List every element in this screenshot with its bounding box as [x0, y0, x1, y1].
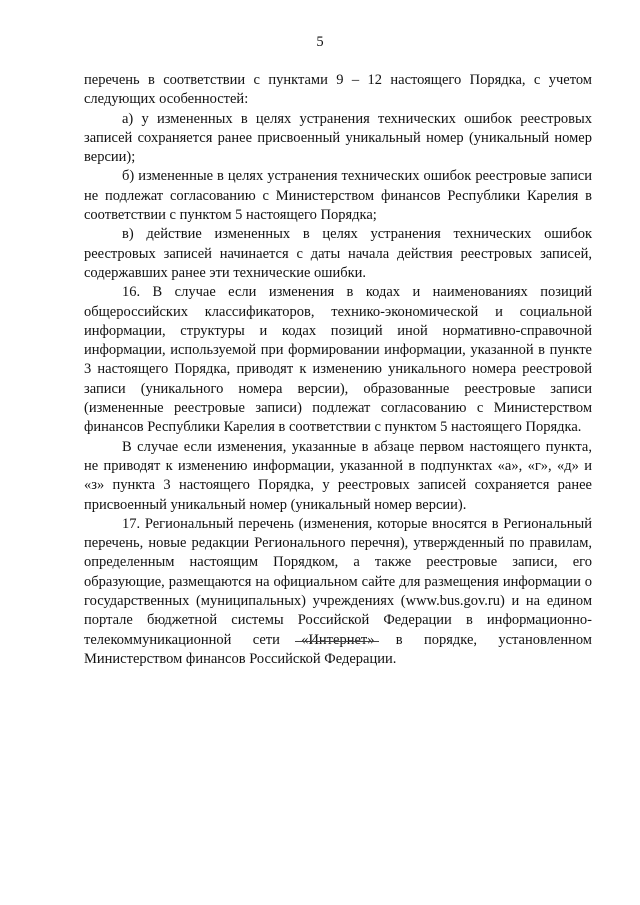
- paragraph-clause-17: 17. Региональный перечень (изменения, которые вносятся в Региональный перечень, новые редакции Регионального перечня), утвержденный по правилам, определенным настоящим Порядком, а также реестровые записи, его образующие, размещаются на официальном сайте для размещения информации о государственных (муниципальных) учреждениях (www.bus.gov.ru) и на едином портале бюджетной системы Российской Федерации в информационно-телекоммуникационной сети «Интернет» в порядке, установленном Министерством финансов Российской Федерации.: [84, 515, 592, 667]
- end-of-document-rule: [295, 641, 379, 642]
- document-body: [84, 71, 592, 669]
- paragraph-item-v: в) действие измененных в целях устранения технических ошибок реестровых записей начинается с даты начала действия реестровых записей, содержавших ранее эти технические ошибки.: [84, 226, 592, 281]
- paragraph-clause-16: 16. В случае если изменения в кодах и наименованиях позиций общероссийских классификаторов, технико-экономической и социальной информации, структуры и кодах позиций иной нормативно-справочной информации, используемой при формировании информации, указанной в пункте 3 настоящего Порядка, приводят к изменению уникального номера реестровой записи (уникального номера версии), образованные реестровые записи (измененные реестровые записи) подлежат согласованию с Министерством финансов Республики Карелия в соответствии с пунктом 5 настоящего Порядка.: [84, 284, 592, 436]
- paragraph-continuation: перечень в соответствии с пунктами 9 – 12 настоящего Порядка, с учетом следующих особенностей:: [84, 72, 592, 108]
- paragraph-item-b: б) измененные в целях устранения технических ошибок реестровые записи не подлежат согласованию с Министерством финансов Республики Карелия в соответствии с пунктом 5 настоящего Порядка;: [84, 168, 592, 224]
- paragraph-clause-16-second: В случае если изменения, указанные в абзаце первом настоящего пункта, не приводят к изменению информации, указанной в подпунктах «а», «г», «д» и «з» пункта 3 настоящего Порядка, у реестровых записей сохраняется ранее присвоенный уникальный номер (уникальный номер версии).: [84, 438, 592, 513]
- page-number: 5: [316, 34, 324, 50]
- paragraph-item-a: а) у измененных в целях устранения технических ошибок реестровых записей сохраняется ранее присвоенный уникальный номер (уникальный номер версии);: [84, 110, 592, 166]
